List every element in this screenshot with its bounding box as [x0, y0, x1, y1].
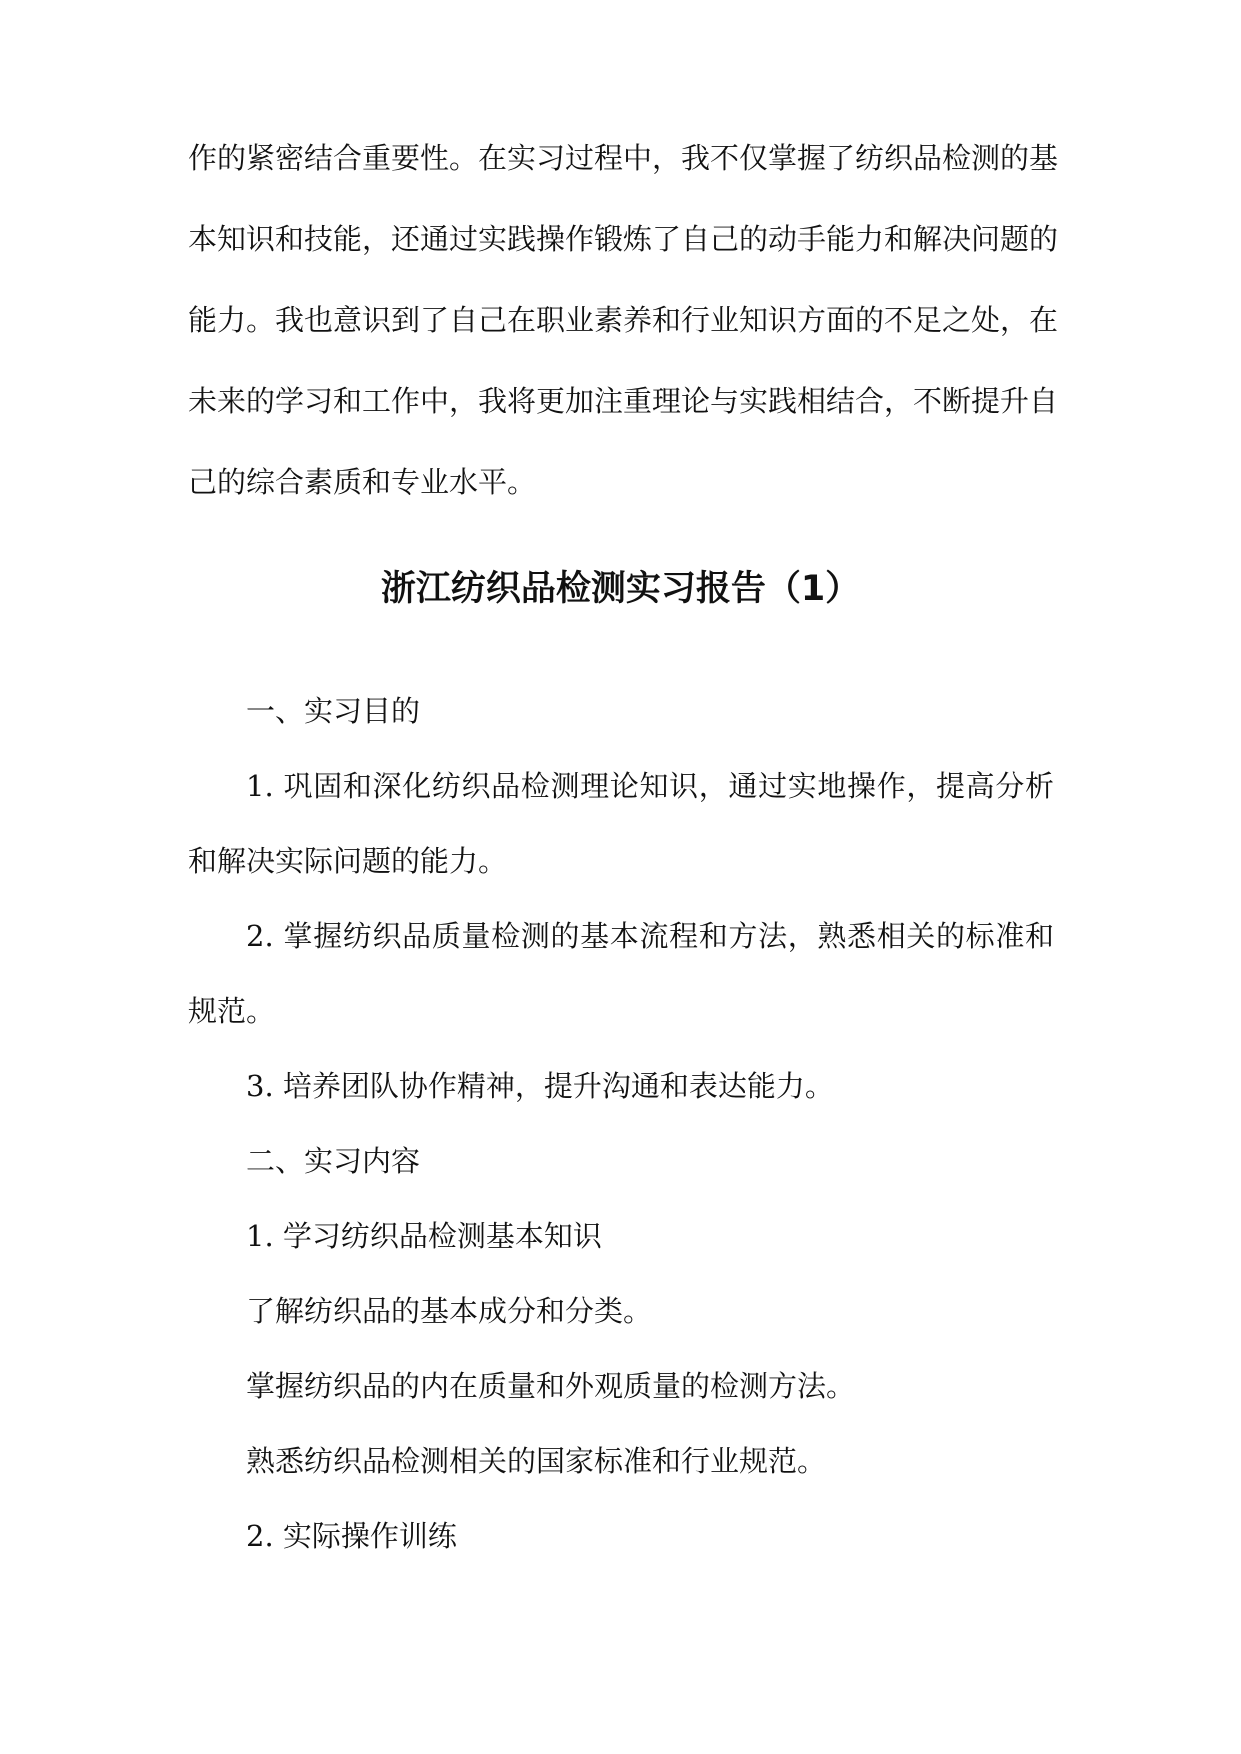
purpose-item-3: 3. 培养团队协作精神，提升沟通和表达能力。	[246, 1069, 834, 1103]
purpose-item-2: 2. 掌握纺织品质量检测的基本流程和方法，熟悉相关的标准和	[246, 919, 1054, 953]
paragraph-line: 作的紧密结合重要性。在实习过程中，我不仅掌握了纺织品检测的基	[188, 141, 1059, 175]
section-heading-content: 二、实习内容	[246, 1144, 421, 1178]
content-point-2: 掌握纺织品的内在质量和外观质量的检测方法。	[246, 1369, 856, 1403]
paragraph-line: 己的综合素质和专业水平。	[188, 465, 537, 499]
paragraph-line: 本知识和技能，还通过实践操作锻炼了自己的动手能力和解决问题的	[188, 222, 1059, 256]
content-point-3: 熟悉纺织品检测相关的国家标准和行业规范。	[246, 1444, 827, 1478]
content-sub-2: 2. 实际操作训练	[246, 1519, 457, 1553]
paragraph-line: 未来的学习和工作中，我将更加注重理论与实践相结合，不断提升自	[188, 384, 1059, 418]
purpose-item-1: 1. 巩固和深化纺织品检测理论知识，通过实地操作，提高分析	[246, 769, 1054, 803]
content-sub-1: 1. 学习纺织品检测基本知识	[246, 1219, 602, 1253]
report-title: 浙江纺织品检测实习报告（1）	[380, 569, 861, 609]
purpose-item-2-cont: 规范。	[188, 994, 276, 1028]
purpose-item-1-cont: 和解决实际问题的能力。	[188, 844, 508, 878]
paragraph-line: 能力。我也意识到了自己在职业素养和行业知识方面的不足之处，在	[188, 303, 1059, 337]
section-heading-purpose: 一、实习目的	[246, 694, 421, 728]
content-point-1: 了解纺织品的基本成分和分类。	[246, 1294, 653, 1328]
